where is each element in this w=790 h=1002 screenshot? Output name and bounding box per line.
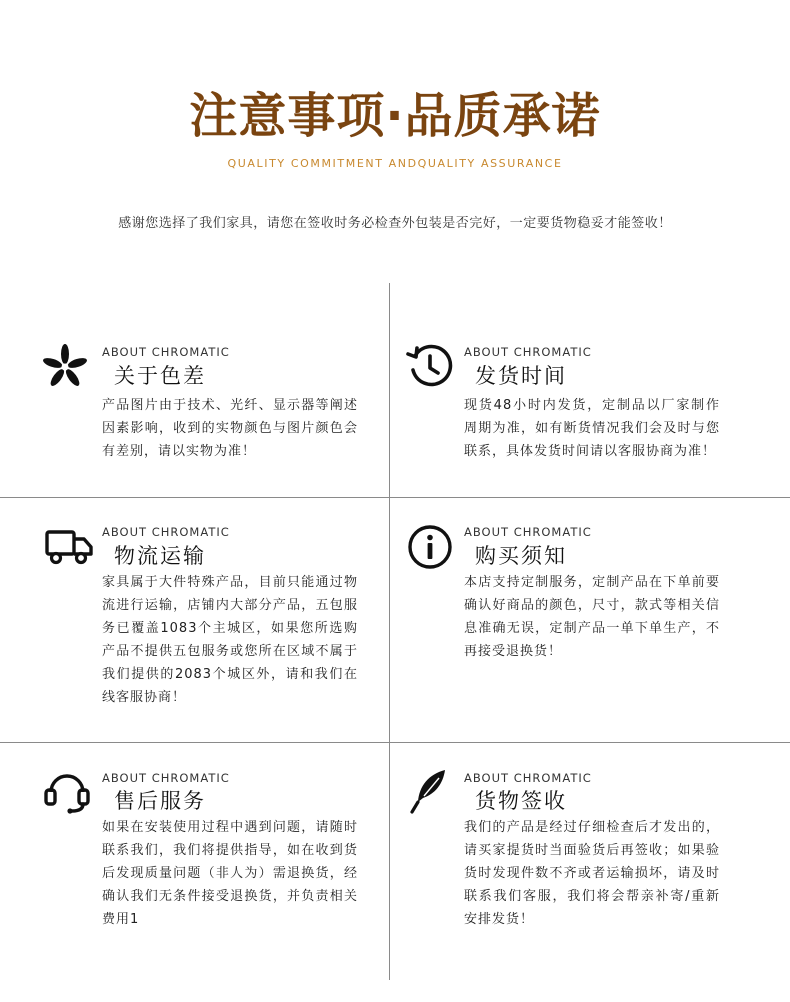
section-text: 我们的产品是经过仔细检查后才发出的，请买家提货时当面验货后再签收；如果验货时发现件数不齐或者运输损坏，请及时联系我们客服，我们将会帮亲补寄/重新安排发货！: [464, 820, 720, 927]
divider-row-2: [0, 742, 790, 743]
section-text: 现货48小时内发货，定制品以厂家制作周期为准，如有断货情况我们会及时与您联系，具体发货时间请以客服协商为准！: [464, 398, 720, 459]
section-heading: 购买须知: [475, 544, 567, 568]
section-text: 如果在安装使用过程中遇到问题，请随时联系我们，我们将提供指导，如在收到货后发现质量问题（非人为）需退换货，经确认我们无条件接受退换货，并负责相关费用1: [102, 820, 358, 927]
section-heading: 关于色差: [114, 364, 206, 388]
section-text: 家具属于大件特殊产品，目前只能通过物流进行运输，店铺内大部分产品，五包服务已覆盖1083个主城区，如果您所选购产品不提供五包服务或您所在区域不属于我们提供的2083个城区外，请和我们在线客服协商！: [102, 575, 358, 705]
section-caption: ABOUT CHROMATIC: [464, 525, 592, 539]
headset-icon: [42, 766, 92, 816]
divider-center: [389, 283, 390, 980]
section-heading: 货物签收: [475, 789, 567, 813]
section-text: 本店支持定制服务，定制产品在下单前要确认好商品的颜色，尺寸，款式等相关信息准确无误，定制产品一单下单生产，不再接受退换货！: [464, 575, 720, 659]
section-caption: ABOUT CHROMATIC: [102, 771, 230, 785]
info-icon: [405, 522, 455, 572]
section-caption: ABOUT CHROMATIC: [464, 345, 592, 359]
flower-icon: [40, 342, 90, 392]
clock-icon: [405, 342, 455, 392]
feather-icon: [405, 766, 455, 816]
page-title: 注意事项·品质承诺: [189, 88, 601, 144]
divider-row-1: [0, 497, 790, 498]
section-caption: ABOUT CHROMATIC: [102, 525, 230, 539]
section-heading: 售后服务: [114, 789, 206, 813]
section-heading: 发货时间: [475, 364, 567, 388]
section-caption: ABOUT CHROMATIC: [464, 771, 592, 785]
section-text: 产品图片由于技术、光纤、显示器等阐述因素影响，收到的实物颜色与图片颜色会有差别，请以实物为准！: [102, 398, 358, 459]
truck-icon: [44, 520, 94, 570]
section-caption: ABOUT CHROMATIC: [102, 345, 230, 359]
page-subtitle: QUALITY COMMITMENT ANDQUALITY ASSURANCE: [227, 157, 563, 170]
section-heading: 物流运输: [114, 544, 206, 568]
intro-text: 感谢您选择了我们家具，请您在签收时务必检查外包装是否完好，一定要货物稳妥才能签收！: [118, 216, 672, 231]
